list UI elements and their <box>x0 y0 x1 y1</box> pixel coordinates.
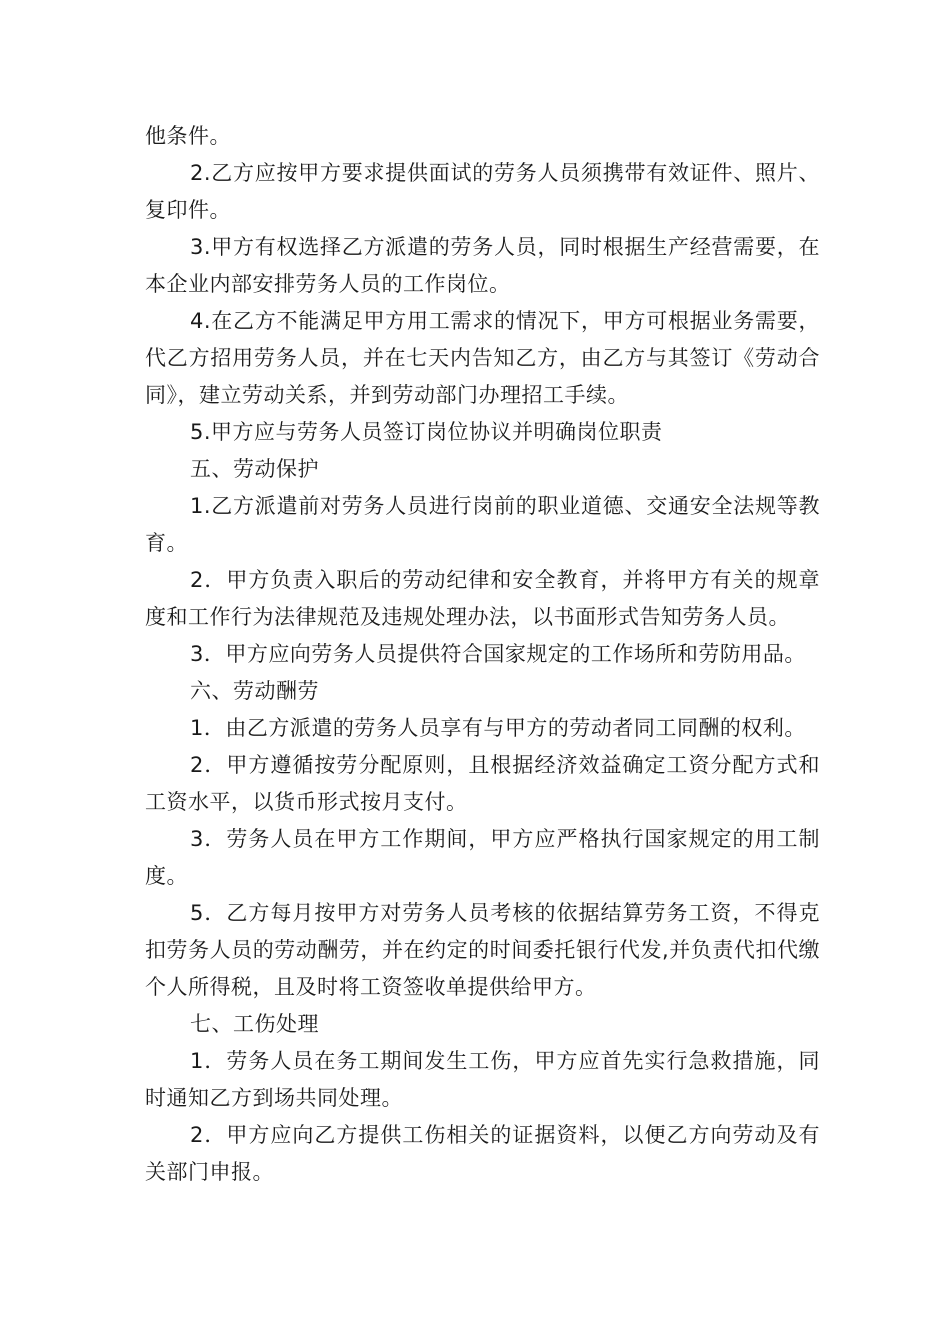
paragraph-protection-2: 2．甲方负责入职后的劳动纪律和安全教育，并将甲方有关的规章度和工作行为法律规范及违规处理办法，以书面形式告知劳务人员。 <box>145 568 820 629</box>
paragraph-remuneration-5: 5．乙方每月按甲方对劳务人员考核的依据结算劳务工资，不得克扣劳务人员的劳动酬劳，并在约定的时间委托银行代发,并负责代扣代缴个人所得税，且及时将工资签收单提供给甲方。 <box>145 901 820 999</box>
paragraph-continuation: 他条件。 <box>145 124 231 148</box>
paragraph-item-2: 2.乙方应按甲方要求提供面试的劳务人员须携带有效证件、照片、复印件。 <box>145 161 820 222</box>
section-heading-labor-protection: 五、劳动保护 <box>190 457 319 481</box>
paragraph-remuneration-2: 2．甲方遵循按劳分配原则，且根据经济效益确定工资分配方式和工资水平，以货币形式按月支付。 <box>145 753 820 814</box>
paragraph-protection-1: 1.乙方派遣前对劳务人员进行岗前的职业道德、交通安全法规等教育。 <box>145 494 820 555</box>
paragraph-item-3: 3.甲方有权选择乙方派遣的劳务人员，同时根据生产经营需要，在本企业内部安排劳务人员的工作岗位。 <box>145 235 820 296</box>
paragraph-remuneration-3: 3．劳务人员在甲方工作期间，甲方应严格执行国家规定的用工制度。 <box>145 827 820 888</box>
paragraph-injury-2: 2．甲方应向乙方提供工伤相关的证据资料，以便乙方向劳动及有关部门申报。 <box>145 1123 820 1184</box>
section-heading-labor-remuneration: 六、劳动酬劳 <box>190 679 319 703</box>
document-body <box>145 118 820 1191</box>
paragraph-remuneration-1: 1．由乙方派遣的劳务人员享有与甲方的劳动者同工同酬的权利。 <box>190 716 806 740</box>
paragraph-injury-1: 1．劳务人员在务工期间发生工伤，甲方应首先实行急救措施，同时通知乙方到场共同处理。 <box>145 1049 820 1110</box>
section-heading-work-injury: 七、工伤处理 <box>190 1012 319 1036</box>
paragraph-item-4: 4.在乙方不能满足甲方用工需求的情况下，甲方可根据业务需要，代乙方招用劳务人员，并在七天内告知乙方，由乙方与其签订《劳动合同》，建立劳动关系，并到劳动部门办理招工手续。 <box>145 309 820 407</box>
paragraph-protection-3: 3．甲方应向劳务人员提供符合国家规定的工作场所和劳防用品。 <box>190 642 806 666</box>
paragraph-item-5: 5.甲方应与劳务人员签订岗位协议并明确岗位职责 <box>190 420 663 444</box>
